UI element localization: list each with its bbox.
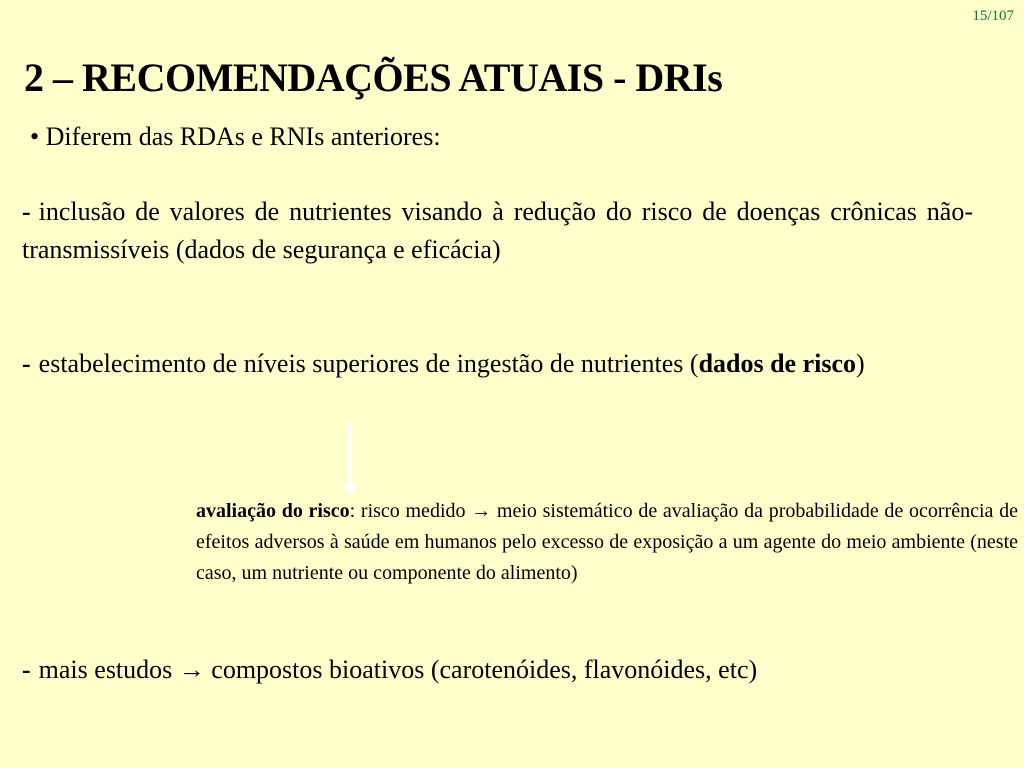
item-text-after: compostos bioativos (carotenóides, flavonóides, etc) (204, 655, 758, 684)
page-number: 15/107 (972, 8, 1014, 24)
item-text-close: ) (856, 349, 865, 378)
risk-data-bold: dados de risco (698, 349, 857, 378)
right-arrow-icon: → (178, 655, 205, 684)
right-arrow-icon: → (471, 500, 492, 522)
risk-colon: : risco medido (349, 500, 472, 522)
risk-term: avaliação do risco (196, 500, 350, 522)
item-more-studies (22, 651, 973, 689)
item-chronic-diseases (22, 193, 973, 269)
item-text: mais estudos (38, 655, 179, 684)
dash-marker: - (22, 655, 31, 684)
item-text: inclusão de valores de nutrientes visando à redução do risco de doenças crônicas não-transmissíveis (dados de segurança e eficácia) (22, 197, 973, 264)
slide-title: 2 – RECOMENDAÇÕES ATUAIS - DRIs (24, 55, 723, 100)
bullet-intro: • Diferem das RDAs e RNIs anteriores: (30, 122, 441, 151)
item-text: estabelecimento de níveis superiores de ingestão de nutrientes ( (38, 349, 699, 378)
down-arrow-icon (348, 422, 352, 486)
risk-assessment-note (196, 496, 1018, 589)
risk-definition: meio sistemático de avaliação da probabilidade de ocorrência de efeitos adversos à saúde em humanos pelo excesso de exposição a um agente do meio ambiente (neste caso, um nutriente ou componente do alimento) (196, 500, 1018, 584)
dash-marker: - (22, 349, 31, 378)
item-upper-levels (22, 345, 973, 383)
dash-marker: - (22, 197, 31, 226)
